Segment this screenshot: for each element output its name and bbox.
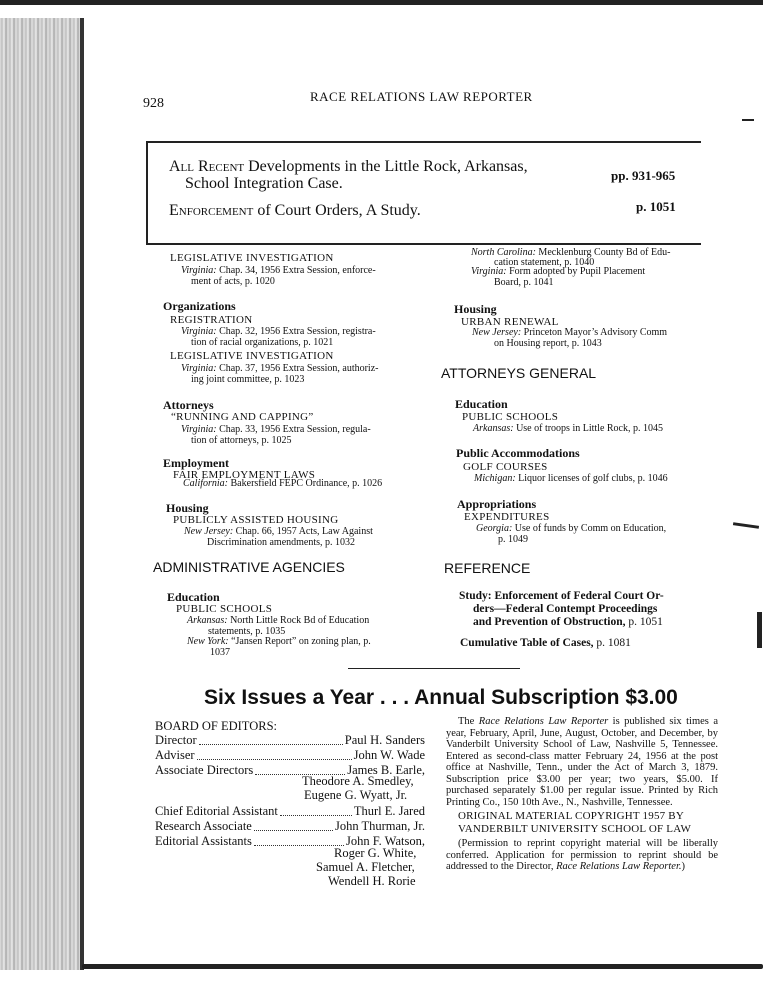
section-title: ATTORNEYS GENERAL xyxy=(441,365,597,381)
entry-cont: on Housing report, p. 1043 xyxy=(494,338,602,349)
entry-cont: statements, p. 1035 xyxy=(208,626,286,637)
entry xyxy=(187,636,371,647)
entry-cont: p. 1049 xyxy=(498,534,528,545)
reference-page: p. 1051 xyxy=(625,616,663,628)
highlight-pages-1: pp. 931-965 xyxy=(611,168,676,183)
scan-mark xyxy=(757,612,762,648)
entry xyxy=(184,526,373,537)
entry-text: Chap. 66, 1957 Acts, Law Against xyxy=(233,526,373,537)
section-heading: LEGISLATIVE INVESTIGATION xyxy=(170,252,334,264)
section-heading: PUBLIC SCHOOLS xyxy=(462,411,559,423)
category-title: Appropriations xyxy=(457,497,537,511)
editor-name: Roger G. White, xyxy=(334,846,417,860)
entry xyxy=(476,523,666,534)
section-heading: FAIR EMPLOYMENT LAWS xyxy=(173,469,316,481)
category-title: Organizations xyxy=(163,299,236,313)
state-label: North Carolina: xyxy=(471,247,536,258)
entry-text: Use of troops in Little Rock, p. 1045 xyxy=(513,423,663,434)
binding-shadow xyxy=(80,18,84,970)
entry-cont: cation statement, p. 1040 xyxy=(494,257,595,268)
entry-text: Chap. 34, 1956 Extra Session, enforce- xyxy=(216,265,376,276)
category-title: Public Accommodations xyxy=(456,446,580,460)
top-border xyxy=(0,0,763,5)
editor-chief xyxy=(155,804,425,819)
reference-study xyxy=(459,590,664,629)
divider xyxy=(348,668,520,669)
section-heading: GOLF COURSES xyxy=(463,461,548,473)
category-title: Housing xyxy=(166,501,209,515)
highlight-lead: All Recent xyxy=(169,158,245,175)
section-heading: PUBLICLY ASSISTED HOUSING xyxy=(173,514,339,526)
highlight-lead: Enforcement xyxy=(169,202,254,219)
editor-research xyxy=(155,819,425,834)
editor-role: Editorial Assistants xyxy=(155,834,252,848)
section-heading: EXPENDITURES xyxy=(464,511,550,523)
entry-text: “Jansen Report” on zoning plan, p. xyxy=(228,636,371,647)
pub-text: is published six times a year, February, April, June, August, October, and December, by Vanderbilt University School of Law, Nashville 5, Tennessee. Entered as second-class matter February 24, 1956 at the post office at Nashville, Tenn., under the Act of March 3, 1879. Subscription price $3.00 per year; two years, $5.00. If purchased separately $1.00 per regular issue. Printed by Rich Printing Co., 150 10th Ave., N., Nashville, Tennessee. xyxy=(446,716,718,808)
entry-text: Form adopted by Pupil Placement xyxy=(506,266,646,277)
editor-role: Chief Editorial Assistant xyxy=(155,804,278,818)
editor-name: Eugene G. Wyatt, Jr. xyxy=(304,788,408,802)
highlight-text: Developments in the Little Rock, Arkansas, xyxy=(244,158,528,175)
entry xyxy=(181,326,376,337)
leader-dots xyxy=(254,830,333,831)
bottom-border xyxy=(82,964,763,969)
highlight-item-1-cont: School Integration Case. xyxy=(185,175,343,192)
editor-role: Adviser xyxy=(155,748,195,762)
copyright-notice: ORIGINAL MATERIAL COPYRIGHT 1957 BY VANDERBILT UNIVERSITY SCHOOL OF LAW xyxy=(458,810,692,835)
editors-title: BOARD OF EDITORS: xyxy=(155,719,278,733)
section-heading: REGISTRATION xyxy=(170,314,253,326)
subscription-banner: Six Issues a Year . . . Annual Subscription $3.00 xyxy=(204,686,678,709)
section-heading: LEGISLATIVE INVESTIGATION xyxy=(170,350,334,362)
editor-name: Samuel A. Fletcher, xyxy=(316,860,415,874)
category-title: Education xyxy=(455,397,508,411)
state-label: New Jersey: xyxy=(472,327,522,338)
entry-cont: Board, p. 1041 xyxy=(494,277,554,288)
category-title: Housing xyxy=(454,302,497,316)
pub-title: Race Relations Law Reporter xyxy=(478,716,609,727)
running-head: RACE RELATIONS LAW REPORTER xyxy=(310,89,533,104)
highlight-item-2 xyxy=(169,202,421,220)
entry-cont: Discrimination amendments, p. 1032 xyxy=(207,537,356,548)
leader-dots xyxy=(280,815,352,816)
state-label: Virginia: xyxy=(181,265,217,276)
publication-info xyxy=(446,716,718,808)
editor-name: John W. Wade xyxy=(353,748,425,762)
scan-mark xyxy=(733,522,759,529)
pub-title: Race Relations Law Reporter. xyxy=(556,861,682,872)
highlight-pages-2: p. 1051 xyxy=(636,199,676,214)
leader-dots xyxy=(254,845,344,846)
category-title: Education xyxy=(167,590,220,604)
editor-role: Director xyxy=(155,733,197,747)
highlight-text: of Court Orders, A Study. xyxy=(253,202,421,219)
reference-study-line: and Prevention of Obstruction, xyxy=(473,616,626,628)
entry-text: Princeton Mayor’s Advisory Comm xyxy=(521,327,668,338)
editor-director xyxy=(155,733,425,748)
entry-text: Chap. 32, 1956 Extra Session, registra- xyxy=(216,326,376,337)
editor-role: Research Associate xyxy=(155,819,252,833)
pub-text: (Permission to reprint copyright material will be liberally conferred. Application for permission to reprint should be addressed to the Director, xyxy=(446,838,718,872)
editor-name: John F. Watson, xyxy=(345,834,425,848)
entry-text: Liquor licenses of golf clubs, p. 1046 xyxy=(515,473,668,484)
editor-adviser xyxy=(155,748,425,763)
pub-text: ) xyxy=(681,861,685,872)
leader-dots xyxy=(197,759,352,760)
editor-name: John Thurman, Jr. xyxy=(334,819,425,833)
entry-cont: ment of acts, p. 1020 xyxy=(191,276,275,287)
entry-text: Bakersfield FEPC Ordinance, p. 1026 xyxy=(228,478,383,489)
reference-study-line: ders—Federal Contempt Proceedings xyxy=(473,603,658,615)
state-label: Georgia: xyxy=(476,523,513,534)
entry-text: Mecklenburg County Bd of Edu- xyxy=(535,247,671,258)
highlight-item-1 xyxy=(169,158,528,176)
entry xyxy=(181,363,378,374)
editor-name: Paul H. Sanders xyxy=(344,733,425,747)
entry xyxy=(183,478,382,489)
permission-notice xyxy=(446,838,718,873)
entry-text: Use of funds by Comm on Education, xyxy=(512,523,667,534)
state-label: Virginia: xyxy=(181,326,217,337)
entry-cont: tion of racial organizations, p. 1021 xyxy=(191,337,334,348)
state-label: Arkansas: xyxy=(473,423,514,434)
entry-cont: tion of attorneys, p. 1025 xyxy=(191,435,292,446)
entry xyxy=(181,265,376,276)
state-label: New York: xyxy=(187,636,229,647)
reference-study-line: Study: Enforcement of Federal Court Or- xyxy=(459,590,664,602)
editor-name: Theodore A. Smedley, xyxy=(302,774,414,788)
section-heading: PUBLIC SCHOOLS xyxy=(176,603,273,615)
state-label: Michigan: xyxy=(474,473,516,484)
entry-text: North Little Rock Bd of Education xyxy=(227,615,370,626)
state-label: Virginia: xyxy=(471,266,507,277)
category-title: Employment xyxy=(163,456,229,470)
category-title: Attorneys xyxy=(163,398,214,412)
section-heading: URBAN RENEWAL xyxy=(461,316,559,328)
state-label: Virginia: xyxy=(181,363,217,374)
state-label: California: xyxy=(183,478,229,489)
editor-name: Thurl E. Jared xyxy=(353,804,425,818)
entry xyxy=(474,473,668,484)
entry xyxy=(181,424,371,435)
leader-dots xyxy=(199,744,343,745)
section-heading: “RUNNING AND CAPPING” xyxy=(171,411,314,423)
entry-text: Chap. 33, 1956 Extra Session, regula- xyxy=(216,424,371,435)
reference-cumulative xyxy=(460,637,631,649)
state-label: Arkansas: xyxy=(187,615,228,626)
section-title: REFERENCE xyxy=(444,560,531,576)
state-label: New Jersey: xyxy=(184,526,234,537)
reference-cum-title: Cumulative Table of Cases, xyxy=(460,637,594,649)
entry-text: Chap. 37, 1956 Extra Session, authoriz- xyxy=(216,363,379,374)
state-label: Virginia: xyxy=(181,424,217,435)
editor-name: Wendell H. Rorie xyxy=(328,874,416,888)
entry-cont: 1037 xyxy=(210,647,230,658)
reference-page: p. 1081 xyxy=(593,637,631,649)
entry xyxy=(471,266,645,277)
entry xyxy=(187,615,369,626)
page-number: 928 xyxy=(143,96,164,111)
entry-cont: ing joint committee, p. 1023 xyxy=(191,374,305,385)
scan-mark xyxy=(742,119,754,121)
entry xyxy=(473,423,663,434)
highlights-box xyxy=(146,141,701,245)
section-title: ADMINISTRATIVE AGENCIES xyxy=(153,559,345,575)
entry xyxy=(472,327,667,338)
book-binding-edge xyxy=(0,18,82,970)
editor-name: James B. Earle, xyxy=(347,763,425,777)
editor-role: Associate Directors xyxy=(155,763,254,777)
pub-text: The xyxy=(458,716,479,727)
